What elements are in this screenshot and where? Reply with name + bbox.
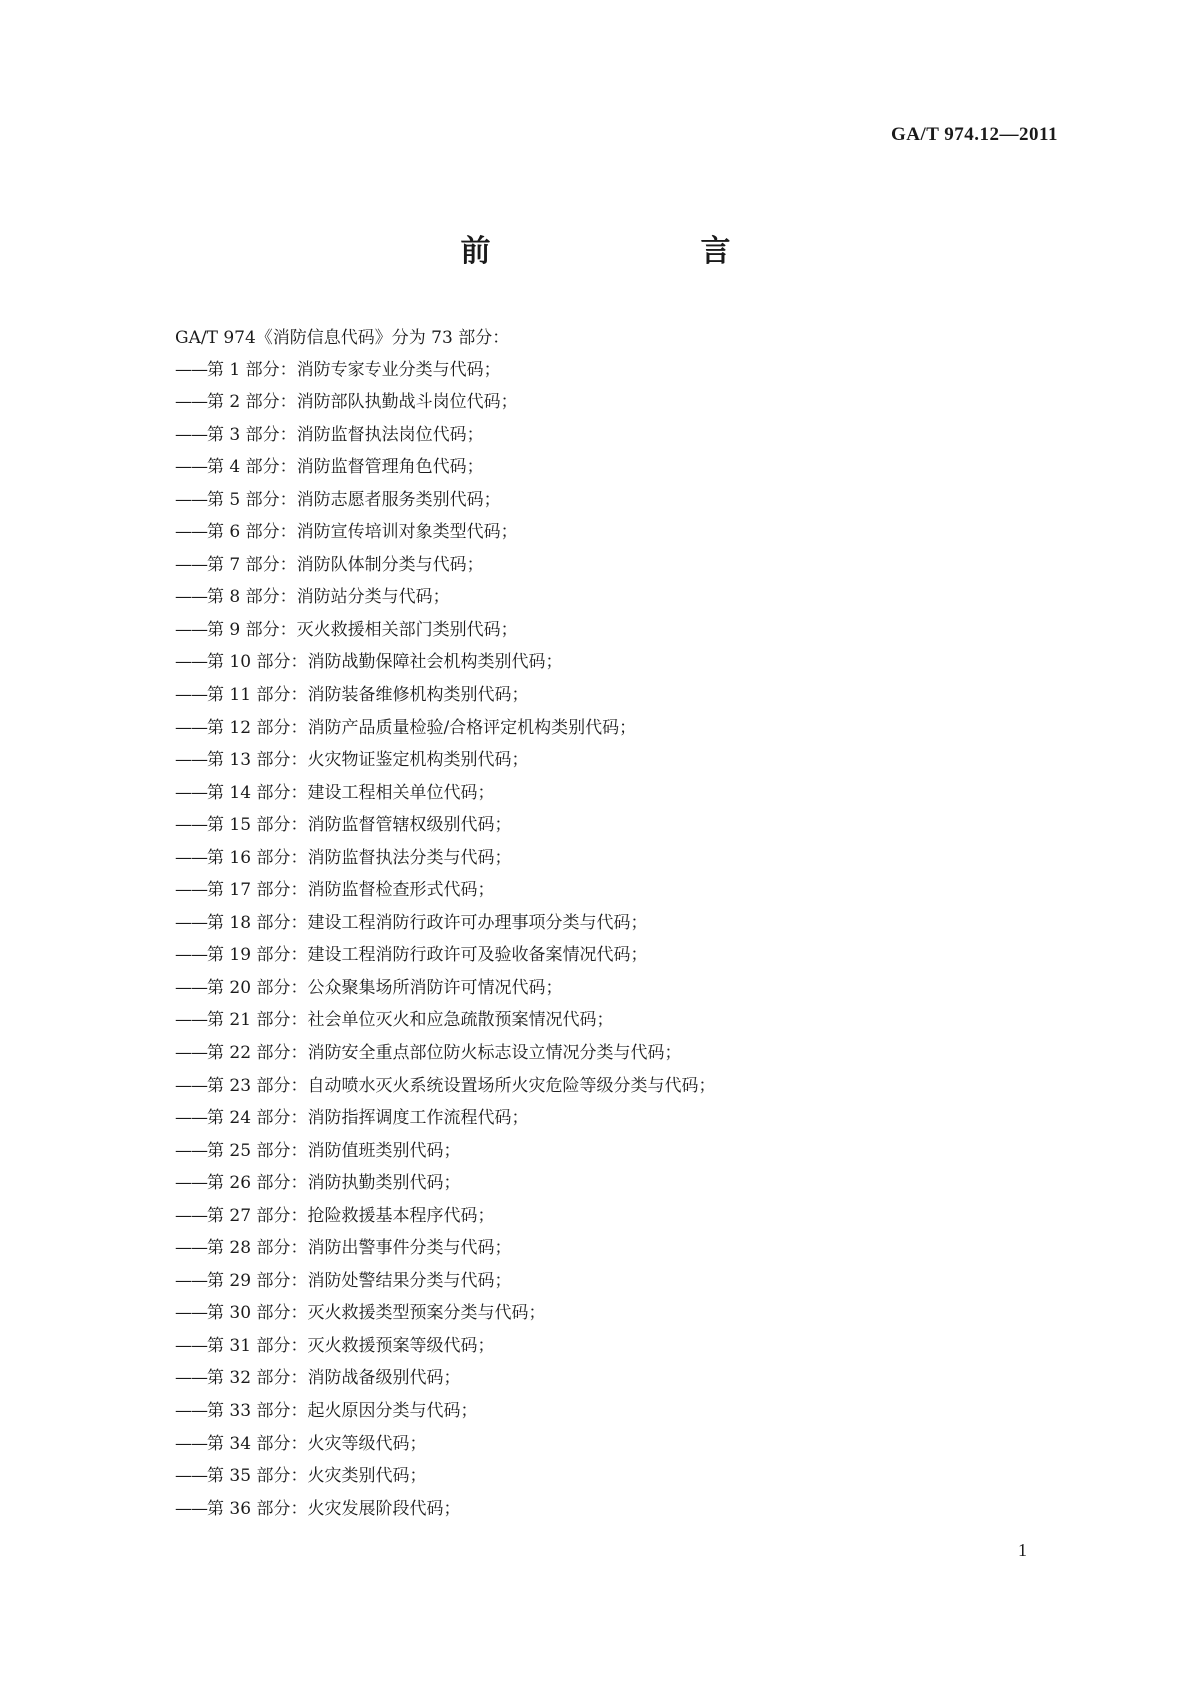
list-item	[175, 457, 715, 490]
list-dash: ——	[175, 522, 207, 543]
part-text: 第 35 部分：火灾类别代码；	[207, 1466, 427, 1487]
list-dash: ——	[175, 1140, 207, 1161]
list-dash: ——	[175, 424, 207, 445]
list-item	[175, 1499, 715, 1532]
list-item	[175, 587, 715, 620]
list-dash: ——	[175, 489, 207, 510]
part-text: 第 24 部分：消防指挥调度工作流程代码；	[207, 1108, 529, 1129]
part-text: 第 27 部分：抢险救援基本程序代码；	[207, 1205, 495, 1226]
part-text: 第 6 部分：消防宣传培训对象类型代码；	[207, 522, 518, 543]
list-dash: ——	[175, 1498, 207, 1519]
list-item	[175, 1336, 715, 1369]
part-text: 第 9 部分：灭火救援相关部门类别代码；	[207, 619, 518, 640]
page-title: 前 言	[460, 234, 781, 269]
list-dash: ——	[175, 1010, 207, 1031]
parts-list	[175, 360, 715, 1532]
list-dash: ——	[175, 945, 207, 966]
list-dash: ——	[175, 1238, 207, 1259]
page-number: 1	[1018, 1540, 1027, 1560]
list-dash: ——	[175, 1108, 207, 1129]
part-text: 第 1 部分：消防专家专业分类与代码；	[207, 359, 501, 380]
list-item	[175, 750, 715, 783]
list-dash: ——	[175, 392, 207, 413]
list-item	[175, 1368, 715, 1401]
list-item	[175, 392, 715, 425]
part-text: 第 13 部分：火灾物证鉴定机构类别代码；	[207, 750, 529, 771]
part-text: 第 22 部分：消防安全重点部位防火标志设立情况分类与代码；	[207, 1042, 682, 1063]
list-item	[175, 620, 715, 653]
list-dash: ——	[175, 782, 207, 803]
list-item	[175, 1043, 715, 1076]
part-text: 第 32 部分：消防战备级别代码；	[207, 1368, 461, 1389]
part-text: 第 34 部分：火灾等级代码；	[207, 1433, 427, 1454]
list-item	[175, 1173, 715, 1206]
list-item	[175, 913, 715, 946]
list-dash: ——	[175, 1075, 207, 1096]
list-dash: ——	[175, 1303, 207, 1324]
list-dash: ——	[175, 359, 207, 380]
part-text: 第 12 部分：消防产品质量检验/合格评定机构类别代码；	[207, 717, 637, 738]
list-item	[175, 815, 715, 848]
list-dash: ——	[175, 1368, 207, 1389]
list-item	[175, 1206, 715, 1239]
list-dash: ——	[175, 684, 207, 705]
list-dash: ——	[175, 1205, 207, 1226]
list-dash: ——	[175, 1270, 207, 1291]
intro-paragraph: GA/T 974《消防信息代码》分为 73 部分：	[175, 328, 510, 348]
part-text: 第 4 部分：消防监督管理角色代码；	[207, 457, 484, 478]
list-dash: ——	[175, 1433, 207, 1454]
list-dash: ——	[175, 1401, 207, 1421]
part-text: 第 25 部分：消防值班类别代码；	[207, 1140, 461, 1161]
list-item	[175, 425, 715, 458]
list-item	[175, 783, 715, 816]
part-text: 第 15 部分：消防监督管辖权级别代码；	[207, 815, 512, 836]
list-item	[175, 1010, 715, 1043]
list-item	[175, 555, 715, 588]
list-item	[175, 848, 715, 881]
standard-code: GA/T 974.12—2011	[890, 124, 1058, 145]
part-text: 第 19 部分：建设工程消防行政许可及验收备案情况代码；	[207, 945, 648, 966]
list-item	[175, 360, 715, 393]
part-text: 第 2 部分：消防部队执勤战斗岗位代码；	[207, 392, 518, 413]
list-item	[175, 685, 715, 718]
part-text: 第 26 部分：消防执勤类别代码；	[207, 1173, 461, 1194]
list-dash: ——	[175, 587, 207, 608]
part-text: 第 3 部分：消防监督执法岗位代码；	[207, 424, 484, 445]
part-text: 第 11 部分：消防装备维修机构类别代码；	[207, 684, 529, 705]
part-text: 第 21 部分：社会单位灭火和应急疏散预案情况代码；	[207, 1010, 614, 1031]
list-dash: ——	[175, 619, 207, 640]
list-dash: ——	[175, 1173, 207, 1194]
list-dash: ——	[175, 1042, 207, 1063]
part-text: 第 36 部分：火灾发展阶段代码；	[207, 1498, 461, 1519]
list-dash: ——	[175, 1335, 207, 1356]
part-text: 第 28 部分：消防出警事件分类与代码；	[207, 1238, 512, 1259]
list-item	[175, 522, 715, 555]
list-dash: ——	[175, 554, 207, 575]
list-dash: ——	[175, 880, 207, 901]
list-dash: ——	[175, 847, 207, 868]
list-item	[175, 1108, 715, 1141]
part-text: 第 31 部分：灭火救援预案等级代码；	[207, 1335, 495, 1356]
list-item	[175, 1434, 715, 1467]
list-dash: ——	[175, 912, 207, 933]
list-dash: ——	[175, 815, 207, 836]
list-dash: ——	[175, 1466, 207, 1487]
part-text: 第 23 部分：自动喷水灭火系统设置场所火灾危险等级分类与代码；	[207, 1075, 716, 1096]
list-item	[175, 1271, 715, 1304]
part-text: 第 14 部分：建设工程相关单位代码；	[207, 782, 495, 803]
part-text: 第 30 部分：灭火救援类型预案分类与代码；	[207, 1303, 546, 1324]
part-text: 第 29 部分：消防处警结果分类与代码；	[207, 1270, 512, 1291]
part-text: 第 17 部分：消防监督检查形式代码；	[207, 880, 495, 901]
list-item	[175, 1076, 715, 1109]
list-item	[175, 1238, 715, 1271]
part-text: 第 5 部分：消防志愿者服务类别代码；	[207, 489, 501, 510]
list-dash: ——	[175, 457, 207, 478]
list-dash: ——	[175, 717, 207, 738]
part-text: 第 10 部分：消防战勤保障社会机构类别代码；	[207, 652, 563, 673]
list-item	[175, 1141, 715, 1174]
list-dash: ——	[175, 750, 207, 771]
list-item	[175, 1303, 715, 1336]
part-text: 第 16 部分：消防监督执法分类与代码；	[207, 847, 512, 868]
part-text: 第 33 部分：起火原因分类与代码；	[207, 1401, 478, 1421]
part-text: 第 20 部分：公众聚集场所消防许可情况代码；	[207, 977, 563, 998]
part-text: 第 7 部分：消防队体制分类与代码；	[207, 554, 484, 575]
list-item	[175, 1466, 715, 1499]
list-item	[175, 1401, 715, 1434]
list-dash: ——	[175, 652, 207, 673]
list-item	[175, 978, 715, 1011]
part-text: 第 18 部分：建设工程消防行政许可办理事项分类与代码；	[207, 912, 648, 933]
list-dash: ——	[175, 977, 207, 998]
list-item	[175, 718, 715, 751]
list-item	[175, 880, 715, 913]
list-item	[175, 490, 715, 523]
list-item	[175, 945, 715, 978]
part-text: 第 8 部分：消防站分类与代码；	[207, 587, 450, 608]
list-item	[175, 652, 715, 685]
